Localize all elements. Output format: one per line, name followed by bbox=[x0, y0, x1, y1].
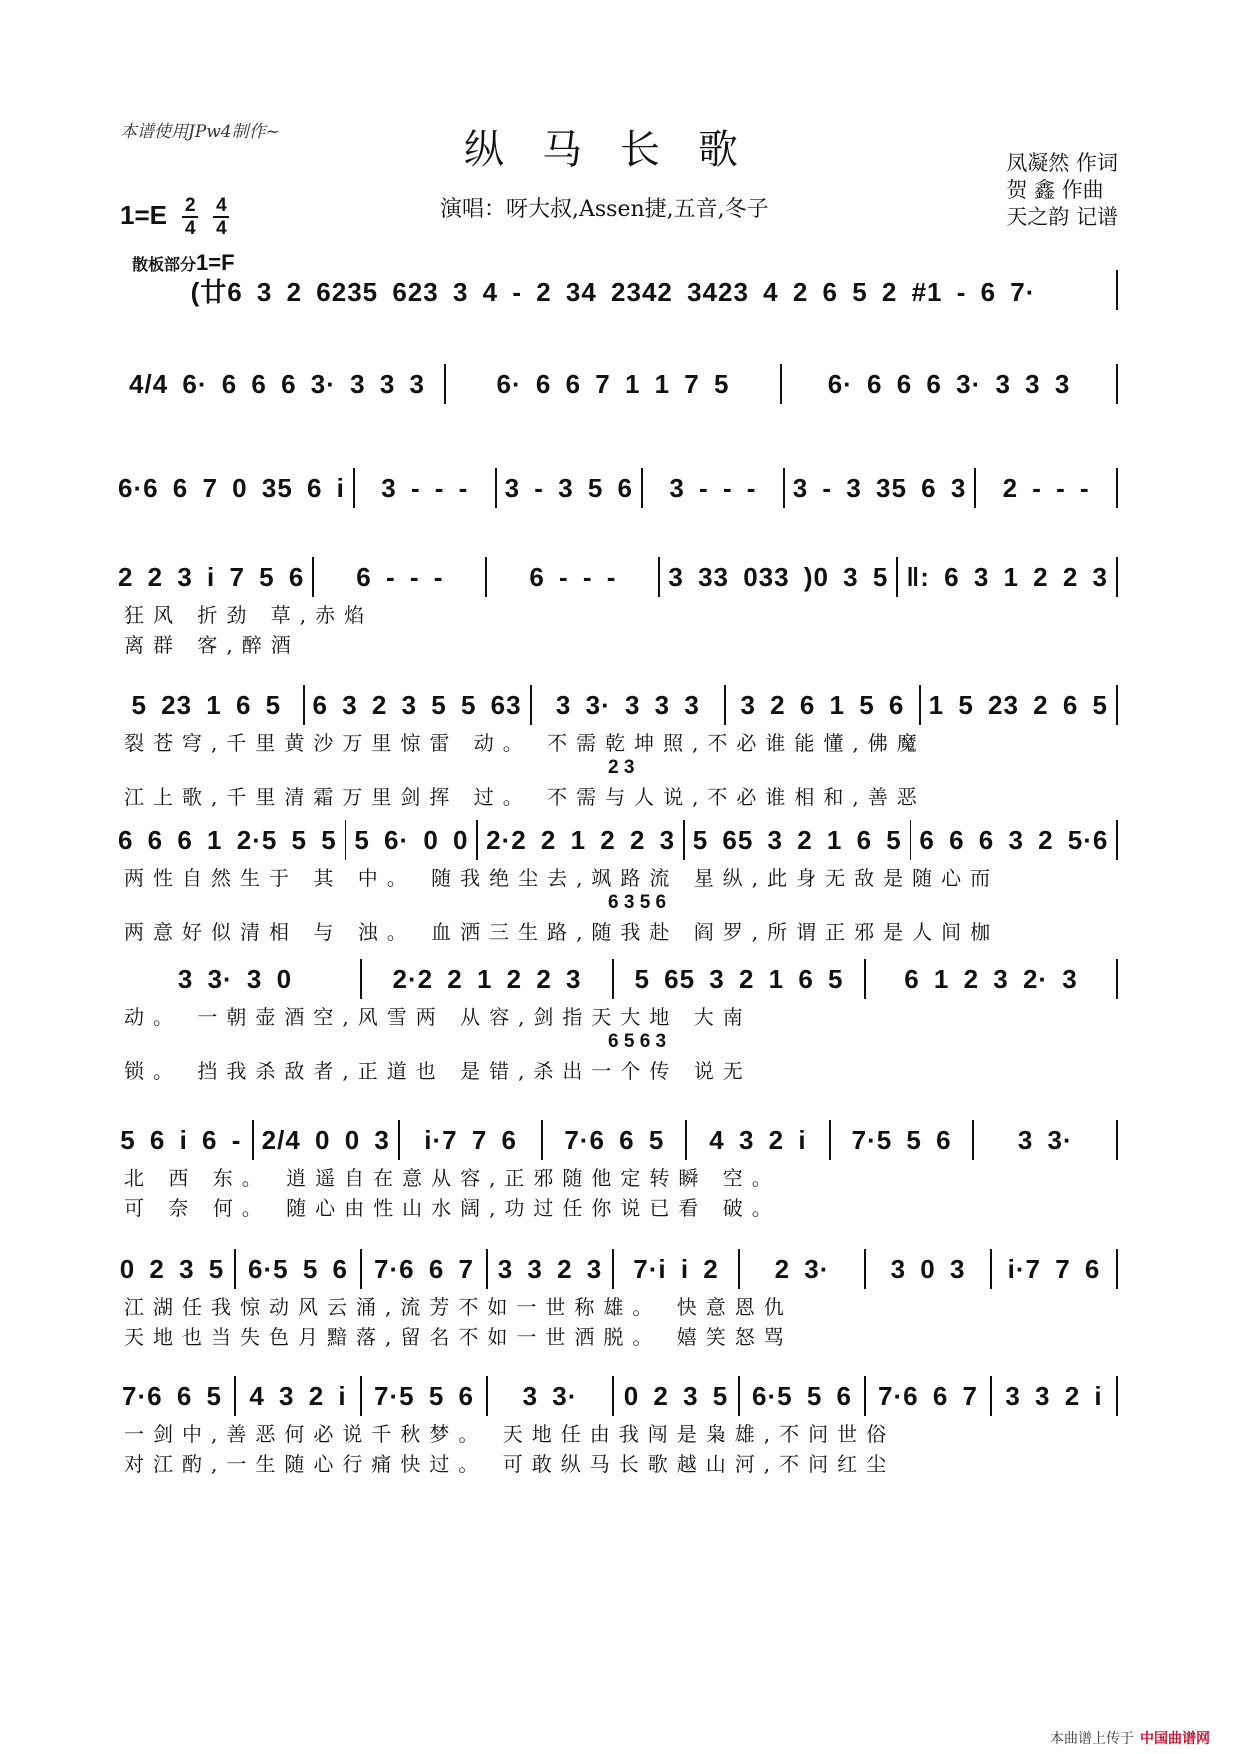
measure: 6 3 2 3 5 5 63 bbox=[312, 689, 522, 720]
barline bbox=[864, 1376, 866, 1416]
lyric-line: 两性自然生于 其 中。 随我绝尘去,飒路流 星纵,此身无敌是随心而 bbox=[124, 866, 1000, 890]
measure: 3 3 2 3 bbox=[497, 1253, 603, 1284]
measure: 3 - 3 5 6 bbox=[504, 472, 634, 503]
song-title: 纵马长歌 bbox=[464, 127, 776, 173]
lyric-line: 动。 一朝壶酒空,风雪两 从容,剑指天大地 大南 bbox=[124, 1005, 752, 1029]
measure: i·7 7 6 bbox=[1007, 1253, 1101, 1284]
barline bbox=[1116, 468, 1118, 508]
barline bbox=[360, 959, 362, 999]
barline bbox=[485, 557, 487, 597]
lyricist: 凤凝然 作词 bbox=[1006, 151, 1118, 175]
measure: 7·i i 2 bbox=[633, 1253, 719, 1284]
key-label: 1=E bbox=[120, 199, 167, 230]
barline bbox=[398, 1120, 400, 1160]
measure: 6·5 5 6 bbox=[752, 1380, 852, 1411]
score-system bbox=[118, 1374, 1126, 1478]
staff-line bbox=[118, 1374, 1126, 1418]
measure: 4/4 6· 6 6 6 3· 3 3 3 bbox=[129, 368, 425, 399]
staff-line bbox=[118, 362, 1126, 406]
measure: 3 3· bbox=[1017, 1124, 1073, 1155]
site-logo: 中国曲谱网 bbox=[1140, 1731, 1210, 1747]
composer: 贺 鑫 作曲 bbox=[1006, 178, 1104, 202]
barline bbox=[303, 685, 305, 725]
lyric-line: 锁。 挡我杀敌者,正道也 是错,杀出一个传 说无 bbox=[124, 1059, 752, 1083]
lyric-line: 江上歌,千里清霜万里剑挥 过。 不需与人说,不必谁相和,善恶 bbox=[124, 785, 926, 809]
barline bbox=[360, 1249, 362, 1289]
barline bbox=[360, 1376, 362, 1416]
barline bbox=[1116, 364, 1118, 404]
measure: 2 3· bbox=[774, 1253, 830, 1284]
staff-line bbox=[118, 818, 1126, 862]
staff-line bbox=[118, 268, 1126, 312]
measure: (廿6 3 2 6235 623 3 4 - 2 34 2342 3423 4 2 6 5 2 #1 - 6 7· bbox=[190, 276, 1036, 307]
barline bbox=[486, 1376, 488, 1416]
barline bbox=[658, 557, 660, 597]
measure: 7·6 6 7 bbox=[878, 1380, 978, 1411]
barline bbox=[1116, 270, 1118, 310]
barline bbox=[738, 1249, 740, 1289]
barline bbox=[612, 959, 614, 999]
barline bbox=[1116, 1120, 1118, 1160]
barline bbox=[530, 685, 532, 725]
score-system bbox=[118, 555, 1126, 659]
lyric-line: 北 西 东。 逍遥自在意从容,正邪随他定转瞬 空。 bbox=[124, 1166, 781, 1190]
measure: 6 1 2 3 2· 3 bbox=[904, 963, 1078, 994]
measure: 6·6 6 7 0 35 6 i bbox=[118, 472, 345, 503]
measure: 7·6 6 7 bbox=[374, 1253, 474, 1284]
barline bbox=[612, 1376, 614, 1416]
transcriber: 天之韵 记谱 bbox=[1006, 205, 1118, 229]
lyric-line: 两意好似清相 与 浊。 血洒三生路,随我赴 阎罗,所谓正邪是人间枷 bbox=[124, 920, 1000, 944]
staff-line bbox=[118, 555, 1126, 599]
alternate-notes: 6 3 5 6 bbox=[608, 892, 667, 913]
score-system bbox=[118, 1247, 1126, 1351]
barline bbox=[919, 685, 921, 725]
uploaded-label: 本曲谱上传于 bbox=[1050, 1731, 1134, 1747]
barline bbox=[541, 1120, 543, 1160]
time-signature-b: $\frac{4}{4}$ bbox=[213, 196, 229, 238]
barline bbox=[783, 468, 785, 508]
measure: 6· 6 6 6 3· 3 3 3 bbox=[827, 368, 1071, 399]
barline bbox=[353, 468, 355, 508]
barline bbox=[910, 820, 912, 860]
measure: i·7 7 6 bbox=[424, 1124, 518, 1155]
measure: ‖: 6 3 1 2 2 3 bbox=[906, 561, 1109, 592]
barline bbox=[683, 820, 685, 860]
lyric-line: 离群 客,醉酒 bbox=[124, 633, 300, 657]
measure: 2 - - - bbox=[1002, 472, 1090, 503]
barline bbox=[990, 1249, 992, 1289]
measure: 7·6 6 5 bbox=[122, 1380, 222, 1411]
measure: 4 3 2 i bbox=[709, 1124, 807, 1155]
alternate-notes: 6 5 6 3 bbox=[608, 1031, 667, 1052]
footer bbox=[1050, 1728, 1210, 1748]
barline bbox=[1116, 1249, 1118, 1289]
barline bbox=[486, 1249, 488, 1289]
barline bbox=[896, 557, 898, 597]
measure: 3 3· bbox=[522, 1380, 578, 1411]
lyric-line: 江湖任我惊动风云涌,流芳不如一世称雄。 快意恩仇 bbox=[124, 1295, 793, 1319]
barline bbox=[724, 685, 726, 725]
made-with-note: 本谱使用JPw4制作~ bbox=[120, 122, 280, 142]
measure: 5 6 i 6 - bbox=[120, 1124, 242, 1155]
alternate-notes: 2 3 bbox=[608, 757, 635, 778]
barline bbox=[1116, 685, 1118, 725]
barline bbox=[1116, 1376, 1118, 1416]
score-system bbox=[118, 362, 1126, 406]
barline bbox=[234, 1249, 236, 1289]
lyric-line: 可 奈 何。 随心由性山水阔,功过任你说已看 破。 bbox=[124, 1196, 781, 1220]
measure: 0 2 3 5 bbox=[623, 1380, 729, 1411]
measure: 7·5 5 6 bbox=[374, 1380, 474, 1411]
measure: 2·2 2 1 2 2 3 bbox=[486, 824, 676, 855]
barline bbox=[829, 1120, 831, 1160]
staff-line bbox=[118, 1247, 1126, 1291]
measure: 3 2 6 1 5 6 bbox=[740, 689, 905, 720]
lyric-line: 一剑中,善恶何必说千秋梦。 天地任由我闯是枭雄,不问世俗 bbox=[124, 1422, 896, 1446]
barline bbox=[990, 1376, 992, 1416]
measure: 6 6 6 3 2 5·6 bbox=[919, 824, 1109, 855]
lyric-line: 对江酌,一生随心行痛快过。 可敢纵马长歌越山河,不问红尘 bbox=[124, 1452, 896, 1476]
measure: 2/4 0 0 3 bbox=[261, 1124, 390, 1155]
measure: 4 3 2 i bbox=[249, 1380, 347, 1411]
barline bbox=[972, 1120, 974, 1160]
staff-line bbox=[118, 957, 1126, 1001]
measure: 6· 6 6 7 1 1 7 5 bbox=[496, 368, 730, 399]
measure: 5 23 1 6 5 bbox=[131, 689, 282, 720]
barline bbox=[738, 1376, 740, 1416]
barline bbox=[1116, 820, 1118, 860]
measure: 3 0 3 bbox=[890, 1253, 966, 1284]
time-signature-a: $\frac{2}{4}$ bbox=[182, 196, 198, 238]
barline bbox=[312, 557, 314, 597]
credits bbox=[1006, 150, 1118, 231]
barline bbox=[864, 959, 866, 999]
measure: 3 3· 3 0 bbox=[177, 963, 293, 994]
measure: 5 65 3 2 1 6 5 bbox=[692, 824, 902, 855]
measure: 7·6 6 5 bbox=[564, 1124, 665, 1155]
measure: 3 - - - bbox=[669, 472, 757, 503]
barline bbox=[234, 1376, 236, 1416]
barline bbox=[685, 1120, 687, 1160]
score-system bbox=[118, 1118, 1126, 1222]
measure: 3 3· 3 3 3 bbox=[555, 689, 700, 720]
measure: 3 3 2 i bbox=[1005, 1380, 1103, 1411]
barline bbox=[780, 364, 782, 404]
barline bbox=[252, 1120, 254, 1160]
staff-line bbox=[118, 683, 1126, 727]
free-section-label: 散板部分1=F bbox=[132, 250, 235, 275]
score-system bbox=[118, 818, 1126, 946]
lyric-line: 裂苍穹,千里黄沙万里惊雷 动。 不需乾坤照,不必谁能懂,佛魔 bbox=[124, 731, 926, 755]
performers: 演唱：呀大叔,Assen捷,五音,冬子 bbox=[440, 197, 769, 222]
lyric-line: 天地也当失色月黯落,留名不如一世洒脱。 嬉笑怒骂 bbox=[124, 1325, 793, 1349]
measure: 2 2 3 i 7 5 6 bbox=[118, 561, 305, 592]
barline bbox=[1116, 959, 1118, 999]
barline bbox=[444, 364, 446, 404]
score-system bbox=[118, 957, 1126, 1085]
score-system bbox=[118, 683, 1126, 811]
barline bbox=[974, 468, 976, 508]
measure: 3 - - - bbox=[381, 472, 469, 503]
score-system bbox=[118, 268, 1126, 312]
measure: 3 - 3 35 6 3 bbox=[792, 472, 967, 503]
measure: 6·5 5 6 bbox=[248, 1253, 348, 1284]
measure: 6 6 6 1 2·5 5 5 bbox=[118, 824, 337, 855]
barline bbox=[864, 1249, 866, 1289]
barline bbox=[641, 468, 643, 508]
barline bbox=[1116, 557, 1118, 597]
measure: 0 2 3 5 bbox=[119, 1253, 225, 1284]
key-signature bbox=[120, 196, 229, 238]
barline bbox=[495, 468, 497, 508]
barline bbox=[612, 1249, 614, 1289]
measure: 6 - - - bbox=[529, 561, 617, 592]
measure: 7·5 5 6 bbox=[851, 1124, 952, 1155]
staff-line bbox=[118, 466, 1126, 510]
score-system bbox=[118, 466, 1126, 510]
measure: 6 - - - bbox=[356, 561, 444, 592]
lyric-line: 狂风 折劲 草,赤焰 bbox=[124, 603, 374, 627]
barline bbox=[345, 820, 347, 860]
measure: 3 33 033 )0 3 5 bbox=[668, 561, 889, 592]
measure: 5 65 3 2 1 6 5 bbox=[634, 963, 844, 994]
measure: 2·2 2 1 2 2 3 bbox=[392, 963, 582, 994]
barline bbox=[476, 820, 478, 860]
staff-line bbox=[118, 1118, 1126, 1162]
measure: 5 6· 0 0 bbox=[354, 824, 469, 855]
measure: 1 5 23 2 6 5 bbox=[928, 689, 1109, 720]
